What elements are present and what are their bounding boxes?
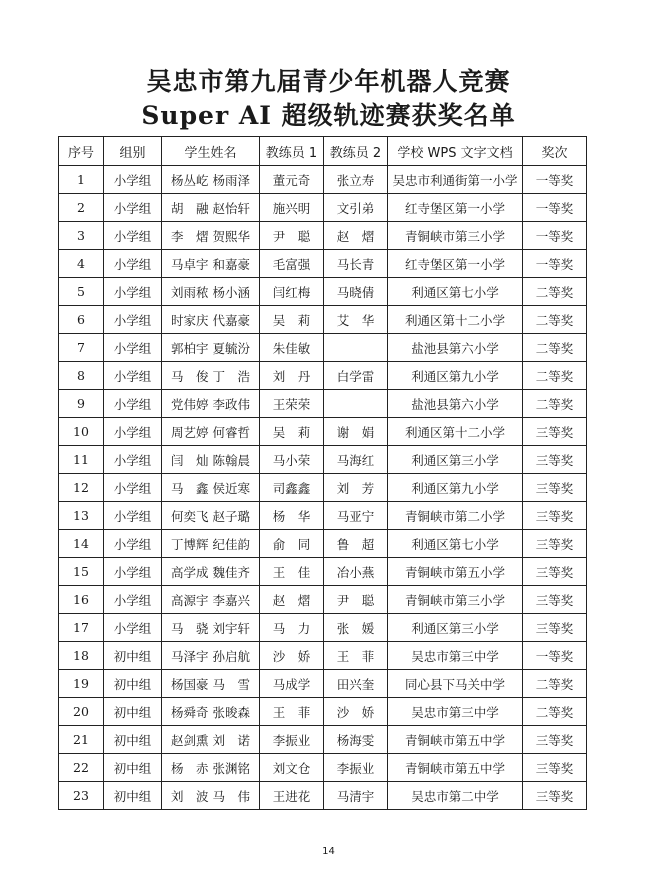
coach1-cell: 吴 莉 [260, 418, 324, 446]
group-cell: 小学组 [104, 530, 162, 558]
student-names: 马卓宇 和嘉豪 [162, 250, 260, 278]
header-coach1: 教练员 1 [260, 137, 324, 166]
row-number: 4 [59, 250, 104, 278]
award-cell: 一等奖 [523, 222, 587, 250]
row-number: 23 [59, 782, 104, 810]
coach2-cell: 田兴奎 [324, 670, 388, 698]
table-row [59, 698, 587, 726]
student-names: 高源宇 李嘉兴 [162, 586, 260, 614]
student-names: 马 骁 刘宇轩 [162, 614, 260, 642]
student-names: 赵剑熏 刘 诺 [162, 726, 260, 754]
award-table [58, 136, 587, 810]
coach1-cell: 李振业 [260, 726, 324, 754]
header-coach2: 教练员 2 [324, 137, 388, 166]
table-header-row [59, 137, 587, 166]
school-cell: 青铜峡市第二小学 [388, 502, 523, 530]
school-cell: 同心县下马关中学 [388, 670, 523, 698]
coach1-cell: 俞 同 [260, 530, 324, 558]
school-cell: 吴忠市第三中学 [388, 698, 523, 726]
group-cell: 小学组 [104, 502, 162, 530]
group-cell: 小学组 [104, 194, 162, 222]
coach1-cell: 朱佳敏 [260, 334, 324, 362]
coach2-cell: 张 媛 [324, 614, 388, 642]
group-cell: 小学组 [104, 614, 162, 642]
row-number: 20 [59, 698, 104, 726]
award-cell: 三等奖 [523, 586, 587, 614]
student-names: 杨国豪 马 雪 [162, 670, 260, 698]
award-cell: 二等奖 [523, 390, 587, 418]
coach1-cell: 马 力 [260, 614, 324, 642]
row-number: 16 [59, 586, 104, 614]
coach2-cell: 谢 娟 [324, 418, 388, 446]
school-cell: 盐池县第六小学 [388, 390, 523, 418]
coach1-cell: 刘文仓 [260, 754, 324, 782]
group-cell: 小学组 [104, 418, 162, 446]
row-number: 12 [59, 474, 104, 502]
award-cell: 二等奖 [523, 334, 587, 362]
school-cell: 利通区第九小学 [388, 362, 523, 390]
award-cell: 一等奖 [523, 250, 587, 278]
student-names: 丁博辉 纪佳韵 [162, 530, 260, 558]
school-cell: 青铜峡市第三小学 [388, 222, 523, 250]
coach2-cell: 马亚宁 [324, 502, 388, 530]
award-cell: 三等奖 [523, 614, 587, 642]
row-number: 3 [59, 222, 104, 250]
coach1-cell: 沙 娇 [260, 642, 324, 670]
award-cell: 二等奖 [523, 698, 587, 726]
group-cell: 初中组 [104, 642, 162, 670]
student-names: 李 熠 贺熙华 [162, 222, 260, 250]
header-group: 组别 [104, 137, 162, 166]
group-cell: 小学组 [104, 334, 162, 362]
coach2-cell: 尹 聪 [324, 586, 388, 614]
table-row [59, 586, 587, 614]
award-cell: 三等奖 [523, 418, 587, 446]
table-row [59, 166, 587, 194]
table-row [59, 782, 587, 810]
award-cell: 一等奖 [523, 194, 587, 222]
coach2-cell: 马晓倩 [324, 278, 388, 306]
coach1-cell: 司鑫鑫 [260, 474, 324, 502]
table-row [59, 446, 587, 474]
student-names: 时家庆 代嘉豪 [162, 306, 260, 334]
school-cell: 青铜峡市第五中学 [388, 726, 523, 754]
school-cell: 吴忠市第三中学 [388, 642, 523, 670]
coach1-cell: 王 菲 [260, 698, 324, 726]
row-number: 6 [59, 306, 104, 334]
school-cell: 利通区第三小学 [388, 614, 523, 642]
row-number: 13 [59, 502, 104, 530]
table-row [59, 670, 587, 698]
group-cell: 初中组 [104, 698, 162, 726]
award-cell: 二等奖 [523, 670, 587, 698]
award-cell: 三等奖 [523, 754, 587, 782]
student-names: 杨丛屹 杨雨泽 [162, 166, 260, 194]
group-cell: 小学组 [104, 390, 162, 418]
group-cell: 小学组 [104, 446, 162, 474]
row-number: 9 [59, 390, 104, 418]
table-row [59, 278, 587, 306]
coach2-cell: 马长青 [324, 250, 388, 278]
coach2-cell: 李振业 [324, 754, 388, 782]
school-cell: 利通区第十二小学 [388, 306, 523, 334]
coach2-cell: 赵 熠 [324, 222, 388, 250]
row-number: 21 [59, 726, 104, 754]
school-cell: 利通区第七小学 [388, 278, 523, 306]
table-row [59, 362, 587, 390]
table-row [59, 334, 587, 362]
row-number: 18 [59, 642, 104, 670]
group-cell: 小学组 [104, 558, 162, 586]
table-row [59, 306, 587, 334]
school-cell: 青铜峡市第三小学 [388, 586, 523, 614]
coach2-cell: 杨海雯 [324, 726, 388, 754]
group-cell: 小学组 [104, 166, 162, 194]
coach1-cell: 王荣荣 [260, 390, 324, 418]
award-cell: 一等奖 [523, 166, 587, 194]
header-no: 序号 [59, 137, 104, 166]
table-row [59, 418, 587, 446]
table-row [59, 530, 587, 558]
school-cell: 吴忠市第二中学 [388, 782, 523, 810]
school-cell: 利通区第十二小学 [388, 418, 523, 446]
student-names: 周艺婷 何睿哲 [162, 418, 260, 446]
group-cell: 小学组 [104, 586, 162, 614]
table-row [59, 222, 587, 250]
student-names: 马 俊 丁 浩 [162, 362, 260, 390]
row-number: 8 [59, 362, 104, 390]
coach1-cell: 毛富强 [260, 250, 324, 278]
student-names: 马 鑫 侯近寒 [162, 474, 260, 502]
coach2-cell: 鲁 超 [324, 530, 388, 558]
coach1-cell: 尹 聪 [260, 222, 324, 250]
award-cell: 三等奖 [523, 474, 587, 502]
student-names: 马泽宇 孙启航 [162, 642, 260, 670]
table-row [59, 194, 587, 222]
coach2-cell: 文引弟 [324, 194, 388, 222]
row-number: 17 [59, 614, 104, 642]
coach1-cell: 刘 丹 [260, 362, 324, 390]
group-cell: 小学组 [104, 474, 162, 502]
coach1-cell: 赵 熠 [260, 586, 324, 614]
award-cell: 二等奖 [523, 278, 587, 306]
award-cell: 二等奖 [523, 362, 587, 390]
row-number: 7 [59, 334, 104, 362]
student-names: 刘雨秾 杨小涵 [162, 278, 260, 306]
group-cell: 小学组 [104, 222, 162, 250]
award-cell: 一等奖 [523, 642, 587, 670]
coach1-cell: 杨 华 [260, 502, 324, 530]
award-cell: 三等奖 [523, 782, 587, 810]
row-number: 11 [59, 446, 104, 474]
award-cell: 三等奖 [523, 446, 587, 474]
award-cell: 三等奖 [523, 502, 587, 530]
group-cell: 小学组 [104, 278, 162, 306]
table-row [59, 390, 587, 418]
coach1-cell: 施兴明 [260, 194, 324, 222]
student-names: 胡 融 赵怡轩 [162, 194, 260, 222]
coach1-cell: 董元奇 [260, 166, 324, 194]
coach1-cell: 马小荣 [260, 446, 324, 474]
coach2-cell: 马清宇 [324, 782, 388, 810]
student-names: 何奕飞 赵子璐 [162, 502, 260, 530]
coach2-cell [324, 390, 388, 418]
table-row [59, 726, 587, 754]
student-names: 杨舜奇 张晙森 [162, 698, 260, 726]
coach2-cell: 沙 娇 [324, 698, 388, 726]
coach2-cell: 马海红 [324, 446, 388, 474]
coach1-cell: 王 佳 [260, 558, 324, 586]
table-row [59, 474, 587, 502]
table-row [59, 754, 587, 782]
student-names: 闫 灿 陈翰晨 [162, 446, 260, 474]
coach2-cell: 艾 华 [324, 306, 388, 334]
group-cell: 小学组 [104, 306, 162, 334]
header-students: 学生姓名 [162, 137, 260, 166]
school-cell: 青铜峡市第五中学 [388, 754, 523, 782]
row-number: 1 [59, 166, 104, 194]
coach1-cell: 闫红梅 [260, 278, 324, 306]
school-cell: 盐池县第六小学 [388, 334, 523, 362]
table-row [59, 502, 587, 530]
group-cell: 初中组 [104, 726, 162, 754]
group-cell: 初中组 [104, 782, 162, 810]
row-number: 22 [59, 754, 104, 782]
row-number: 10 [59, 418, 104, 446]
coach2-cell: 白学雷 [324, 362, 388, 390]
row-number: 2 [59, 194, 104, 222]
group-cell: 小学组 [104, 250, 162, 278]
page-number: 14 [322, 846, 335, 857]
coach2-cell: 刘 芳 [324, 474, 388, 502]
school-cell: 吴忠市利通街第一小学 [388, 166, 523, 194]
coach2-cell: 冶小燕 [324, 558, 388, 586]
coach2-cell [324, 334, 388, 362]
coach1-cell: 王进花 [260, 782, 324, 810]
group-cell: 小学组 [104, 362, 162, 390]
school-cell: 利通区第三小学 [388, 446, 523, 474]
student-names: 党伟婷 李政伟 [162, 390, 260, 418]
student-names: 杨 赤 张渊铭 [162, 754, 260, 782]
table-row [59, 614, 587, 642]
coach2-cell: 王 菲 [324, 642, 388, 670]
group-cell: 初中组 [104, 754, 162, 782]
document-title-line2: Super AI 超级轨迹赛获奖名单 [141, 101, 516, 130]
award-cell: 三等奖 [523, 726, 587, 754]
row-number: 19 [59, 670, 104, 698]
award-cell: 三等奖 [523, 530, 587, 558]
table-row [59, 250, 587, 278]
coach1-cell: 马成学 [260, 670, 324, 698]
table-row [59, 642, 587, 670]
student-names: 高学成 魏佳齐 [162, 558, 260, 586]
document-title-line1: 吴忠市第九届青少年机器人竞赛 [146, 67, 511, 96]
award-cell: 三等奖 [523, 558, 587, 586]
student-names: 郭柏宇 夏毓汾 [162, 334, 260, 362]
row-number: 15 [59, 558, 104, 586]
row-number: 14 [59, 530, 104, 558]
table-row [59, 558, 587, 586]
coach1-cell: 吴 莉 [260, 306, 324, 334]
school-cell: 利通区第九小学 [388, 474, 523, 502]
student-names: 刘 波 马 伟 [162, 782, 260, 810]
school-cell: 红寺堡区第一小学 [388, 250, 523, 278]
coach2-cell: 张立寿 [324, 166, 388, 194]
award-cell: 二等奖 [523, 306, 587, 334]
header-award: 奖次 [523, 137, 587, 166]
school-cell: 青铜峡市第五小学 [388, 558, 523, 586]
header-school: 学校 WPS 文字文档 [388, 137, 523, 166]
school-cell: 红寺堡区第一小学 [388, 194, 523, 222]
group-cell: 初中组 [104, 670, 162, 698]
row-number: 5 [59, 278, 104, 306]
school-cell: 利通区第七小学 [388, 530, 523, 558]
